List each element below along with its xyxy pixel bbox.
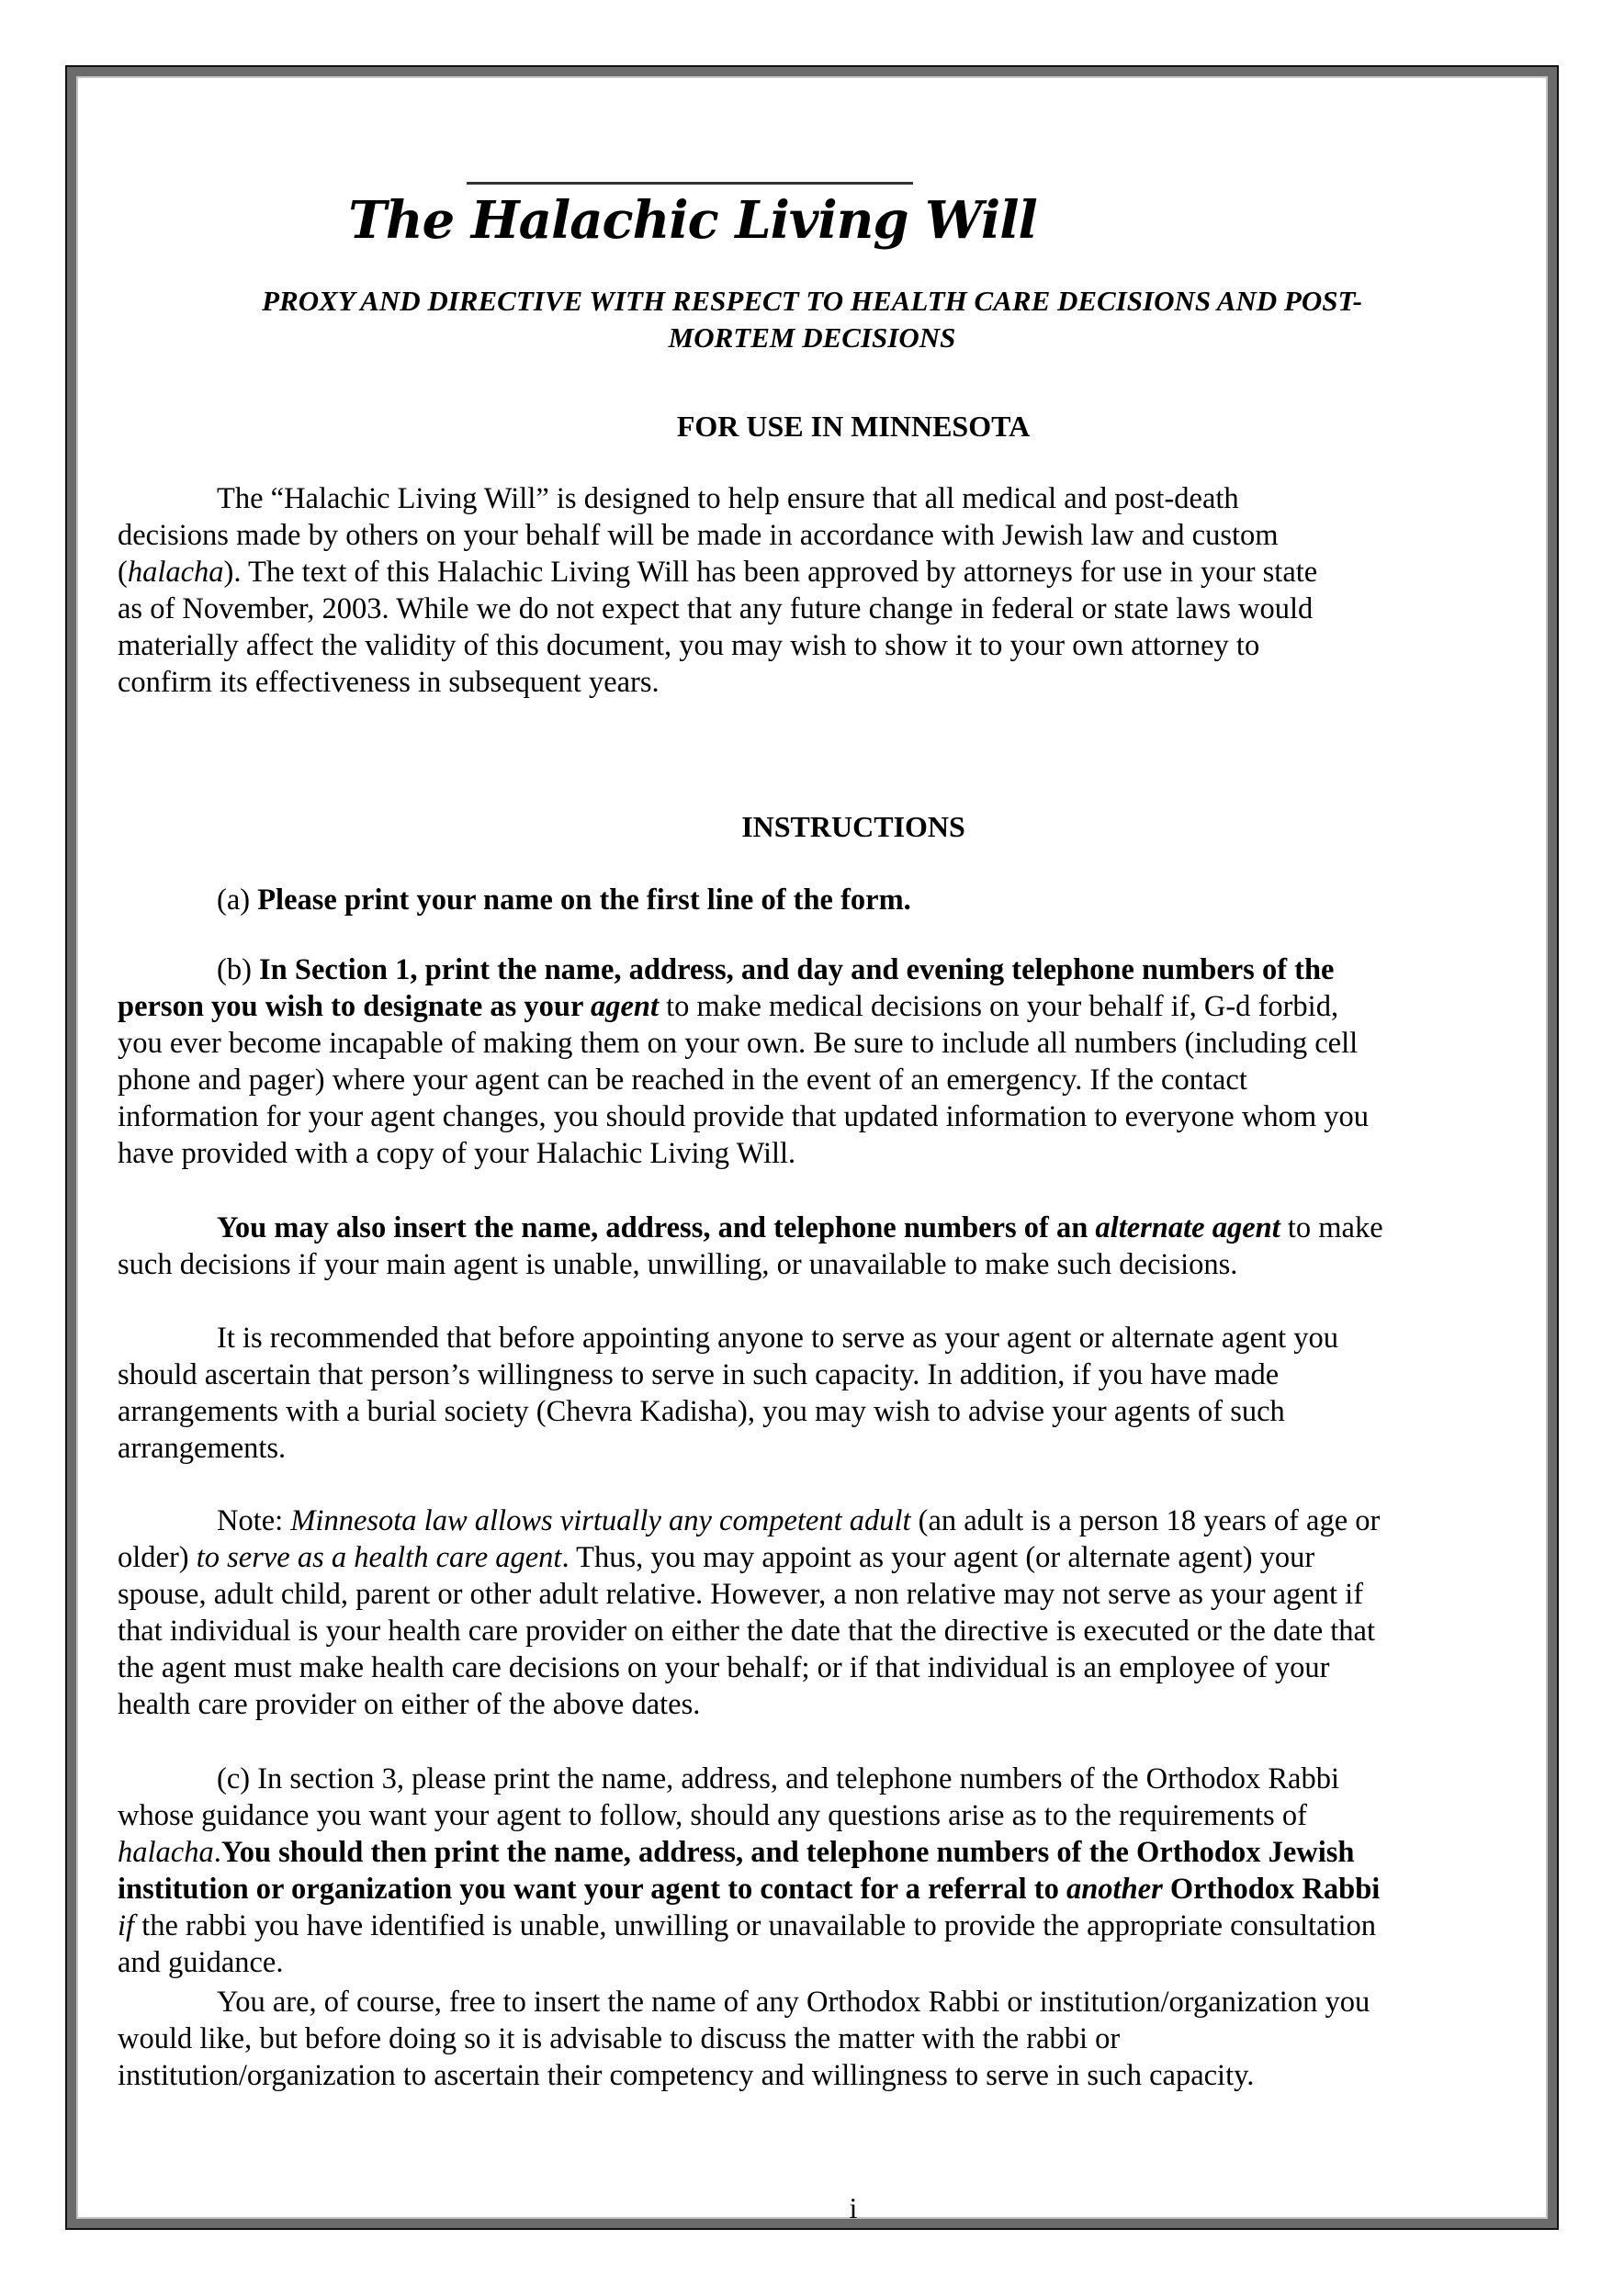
subtitle-line: MORTEM DECISIONS bbox=[668, 321, 956, 354]
paragraph-line bbox=[118, 1135, 1506, 1172]
paragraph-line bbox=[118, 554, 1506, 591]
text-run: to make medical decisions on your behalf if, G-d forbid, bbox=[659, 990, 1339, 1023]
paragraph-line bbox=[118, 1984, 1506, 2020]
paragraph-line bbox=[118, 1797, 1506, 1834]
intro-paragraph bbox=[118, 480, 1506, 701]
note-paragraph bbox=[118, 1503, 1506, 1723]
text-run: . Thus, you may appoint as your agent (or alternate agent) your bbox=[561, 1541, 1315, 1574]
document-page bbox=[118, 0, 1506, 2296]
paragraph-line bbox=[118, 1871, 1506, 1908]
paragraph-line bbox=[118, 988, 1506, 1025]
text-run: that individual is your health care provider on either the date that the directive is executed or the date that bbox=[118, 1615, 1375, 1648]
paragraph-line bbox=[118, 1576, 1506, 1613]
text-run: (c) In section 3, please print the name, address, and telephone numbers of the Orthodox Rabbi bbox=[217, 1762, 1340, 1795]
page-number: i bbox=[849, 2191, 858, 2224]
instruction-b-paragraph bbox=[118, 951, 1506, 1172]
state-heading: FOR USE IN MINNESOTA bbox=[676, 410, 1031, 443]
text-run: arrangements with a burial society (Chevra Kadisha), you may wish to advise your agents of such bbox=[118, 1395, 1285, 1428]
paragraph-line bbox=[118, 1356, 1506, 1393]
text-run: such decisions if your main agent is unable, unwilling, or unavailable to make such decisions. bbox=[118, 1248, 1238, 1281]
text-run: decisions made by others on your behalf will be made in accordance with Jewish law and custom bbox=[118, 519, 1279, 552]
text-run: information for your agent changes, you should provide that updated information to everyone whom you bbox=[118, 1100, 1369, 1133]
text-run: arrangements. bbox=[118, 1432, 287, 1465]
text-run: The “Halachic Living Will” is designed to help ensure that all medical and post-death bbox=[217, 482, 1239, 515]
paragraph-line bbox=[118, 1025, 1506, 1062]
instruction-a-paragraph bbox=[118, 882, 1506, 918]
text-run: should ascertain that person’s willingness to serve in such capacity. In addition, if you have made bbox=[118, 1358, 1280, 1391]
text-run: You should then print the name, address, and telephone numbers of the Orthodox Jewish bbox=[220, 1836, 1355, 1869]
alternate-agent-paragraph bbox=[118, 1210, 1506, 1283]
paragraph-line bbox=[118, 1098, 1506, 1135]
text-run: spouse, adult child, parent or other adult relative. However, a non relative may not serve as your agent if bbox=[118, 1578, 1364, 1611]
text-run: (an adult is a person 18 years of age or bbox=[910, 1504, 1381, 1537]
paragraph-line bbox=[118, 1246, 1506, 1283]
paragraph-line bbox=[118, 591, 1506, 627]
text-run: would like, but before doing so it is advisable to discuss the matter with the rabbi or bbox=[118, 2022, 1121, 2055]
text-run: (a) bbox=[217, 884, 258, 917]
document-title: The Halachic Living Will bbox=[348, 190, 1037, 251]
paragraph-line bbox=[118, 1686, 1506, 1723]
text-run: You may also insert the name, address, and telephone numbers of an bbox=[217, 1211, 1096, 1244]
paragraph-line bbox=[118, 1944, 1506, 1981]
instructions-heading: INSTRUCTIONS bbox=[741, 810, 965, 843]
paragraph-line bbox=[118, 1320, 1506, 1356]
text-run: institution/organization to ascertain their competency and willingness to serve in such capacity. bbox=[118, 2059, 1255, 2092]
paragraph-line bbox=[118, 1062, 1506, 1098]
text-run: Please print your name on the first line of the form. bbox=[257, 884, 911, 917]
paragraph-line bbox=[118, 1908, 1506, 1944]
text-run: institution or organization you want your agent to contact for a referral to bbox=[118, 1873, 1066, 1906]
subtitle-line: PROXY AND DIRECTIVE WITH RESPECT TO HEALTH CARE DECISIONS AND POST- bbox=[262, 285, 1362, 317]
paragraph-line bbox=[118, 664, 1506, 701]
text-run: you ever become incapable of making them on your own. Be sure to include all numbers (including cell bbox=[118, 1027, 1359, 1060]
text-run: older) bbox=[118, 1541, 197, 1574]
paragraph-line bbox=[118, 2057, 1506, 2094]
instruction-c-paragraph bbox=[118, 1761, 1506, 1981]
paragraph-line bbox=[118, 1613, 1506, 1649]
text-run: halacha bbox=[127, 556, 224, 589]
text-run: the rabbi you have identified is unable, unwilling or unavailable to provide the appropriate consultation bbox=[134, 1909, 1377, 1942]
text-run: ( bbox=[118, 556, 128, 589]
text-run: person you wish to designate as your bbox=[118, 990, 591, 1023]
closing-paragraph bbox=[118, 1984, 1506, 2094]
paragraph-line bbox=[118, 1761, 1506, 1797]
text-run: health care provider on either of the above dates. bbox=[118, 1688, 701, 1721]
paragraph-line bbox=[118, 882, 1506, 918]
text-run: In Section 1, print the name, address, and day and evening telephone numbers of the bbox=[259, 953, 1335, 986]
text-run: to serve as a health care agent bbox=[196, 1541, 562, 1574]
text-run: have provided with a copy of your Halachic Living Will. bbox=[118, 1137, 796, 1170]
text-run: to make bbox=[1280, 1211, 1383, 1244]
text-run: Orthodox Rabbi bbox=[1162, 1873, 1381, 1906]
paragraph-line bbox=[118, 1649, 1506, 1686]
text-run: It is recommended that before appointing anyone to serve as your agent or alternate agent you bbox=[217, 1322, 1339, 1355]
text-run: and guidance. bbox=[118, 1946, 284, 1979]
text-run: whose guidance you want your agent to follow, should any questions arise as to the requirements of bbox=[118, 1799, 1307, 1832]
text-run: another bbox=[1066, 1873, 1163, 1906]
paragraph-line bbox=[118, 517, 1506, 554]
text-run: if bbox=[118, 1909, 135, 1942]
text-run: Note: bbox=[217, 1504, 291, 1537]
paragraph-line bbox=[118, 480, 1506, 517]
text-run: (b) bbox=[217, 953, 260, 986]
document-subtitle bbox=[118, 283, 1506, 356]
paragraph-line bbox=[118, 627, 1506, 664]
text-run: alternate agent bbox=[1095, 1211, 1280, 1244]
paragraph-line bbox=[118, 951, 1506, 988]
paragraph-line bbox=[118, 2020, 1506, 2057]
text-run: agent bbox=[590, 990, 659, 1023]
paragraph-line bbox=[118, 1393, 1506, 1430]
text-run: You are, of course, free to insert the name of any Orthodox Rabbi or institution/organization you bbox=[217, 1986, 1370, 2019]
text-run: confirm its effectiveness in subsequent years. bbox=[118, 666, 660, 699]
paragraph-line bbox=[118, 1430, 1506, 1467]
text-run: ). The text of this Halachic Living Will has been approved by attorneys for use in your state bbox=[223, 556, 1318, 589]
text-run: materially affect the validity of this document, you may wish to show it to your own attorney to bbox=[118, 629, 1260, 662]
recommendation-paragraph bbox=[118, 1320, 1506, 1467]
text-run: halacha bbox=[118, 1836, 214, 1869]
text-run: . bbox=[213, 1836, 221, 1869]
text-run: the agent must make health care decisions on your behalf; or if that individual is an employee of your bbox=[118, 1651, 1330, 1684]
paragraph-line bbox=[118, 1210, 1506, 1246]
paragraph-line bbox=[118, 1539, 1506, 1576]
text-run: Minnesota law allows virtually any competent adult bbox=[290, 1504, 911, 1537]
text-run: phone and pager) where your agent can be reached in the event of an emergency. If the contact bbox=[118, 1064, 1247, 1097]
text-run: as of November, 2003. While we do not expect that any future change in federal or state laws would bbox=[118, 592, 1314, 625]
paragraph-line bbox=[118, 1834, 1506, 1871]
paragraph-line bbox=[118, 1503, 1506, 1539]
